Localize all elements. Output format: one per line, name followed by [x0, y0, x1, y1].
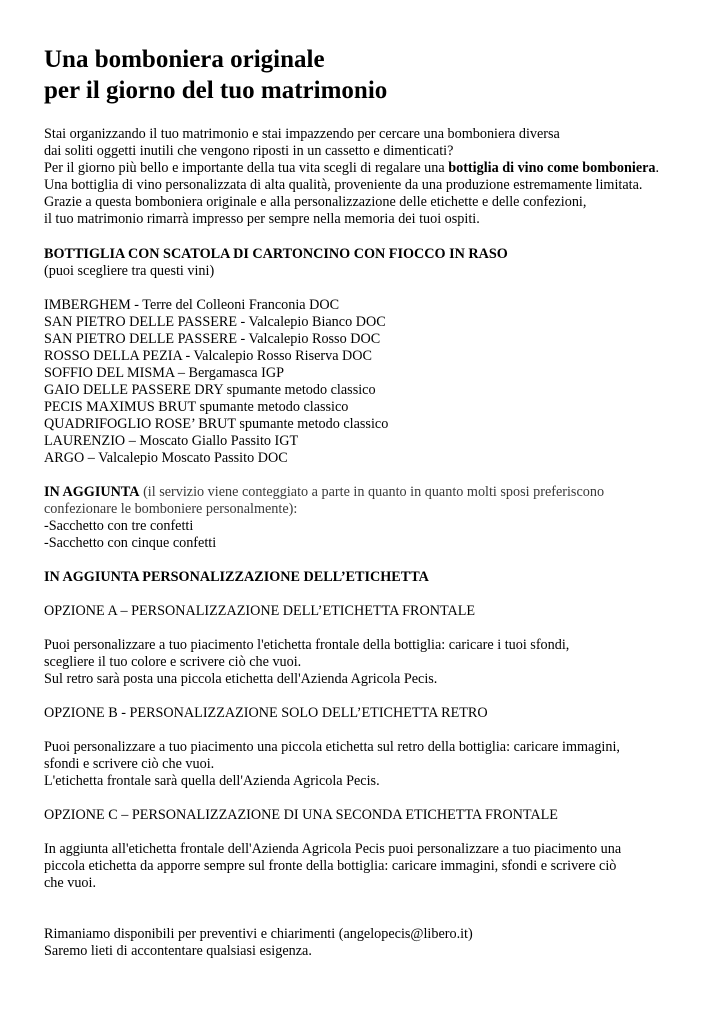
wine-item: ROSSO DELLA PEZIA - Valcalepio Rosso Riserva DOC	[44, 348, 373, 364]
intro-line-3	[44, 160, 704, 177]
closing-line-1: Rimaniamo disponibili per preventivi e chiarimenti (angelopecis@libero.it)	[44, 926, 473, 942]
option-a-body	[44, 637, 704, 688]
label-section	[44, 569, 704, 586]
page-title-line-1: Una bomboniera originale	[44, 46, 325, 73]
option-a-line-3: Sul retro sarà posta una piccola etichetta dell'Azienda Agricola Pecis.	[44, 671, 438, 687]
option-c	[44, 807, 704, 824]
intro-line-2: dai soliti oggetti inutili che vengono riposti in un cassetto e dimenticati?	[44, 143, 454, 159]
wine-item: IMBERGHEM - Terre del Colleoni Franconia DOC	[44, 297, 340, 313]
option-b-body	[44, 739, 704, 790]
closing-line-2: Saremo lieti di accontentare qualsiasi esigenza.	[44, 943, 312, 959]
wine-item: QUADRIFOGLIO ROSE’ BRUT spumante metodo classico	[44, 416, 389, 432]
intro-line-6: il tuo matrimonio rimarrà impresso per sempre nella memoria dei tuoi ospiti.	[44, 211, 480, 227]
wine-item: SOFFIO DEL MISMA – Bergamasca IGP	[44, 365, 285, 381]
document-page	[44, 44, 704, 960]
intro-line-3-post: .	[655, 160, 660, 176]
wine-item: GAIO DELLE PASSERE DRY spumante metodo classico	[44, 382, 376, 398]
wine-list	[44, 297, 704, 467]
intro-highlight: bottiglia di vino come bomboniera	[448, 160, 656, 176]
option-a-heading: OPZIONE A – PERSONALIZZAZIONE DELL’ETICHETTA FRONTALE	[44, 603, 476, 619]
addition-note-line-2: confezionare le bomboniere personalmente):	[44, 501, 298, 517]
label-section-heading: IN AGGIUNTA PERSONALIZZAZIONE DELL’ETICHETTA	[44, 569, 429, 585]
bottle-section	[44, 246, 704, 280]
option-c-heading: OPZIONE C – PERSONALIZZAZIONE DI UNA SECONDA ETICHETTA FRONTALE	[44, 807, 558, 823]
option-c-line-2: piccola etichetta da apporre sempre sul fronte della bottiglia: caricare immagini, sfondi e scrivere ciò	[44, 858, 617, 874]
wine-item: LAURENZIO – Moscato Giallo Passito IGT	[44, 433, 299, 449]
intro-line-3-pre: Per il giorno più bello e importante della tua vita scegli di regalare una	[44, 160, 449, 176]
addition-item: -Sacchetto con cinque confetti	[44, 535, 217, 551]
addition-section	[44, 484, 704, 552]
wine-item: SAN PIETRO DELLE PASSERE - Valcalepio Bianco DOC	[44, 314, 386, 330]
bottle-section-heading: BOTTIGLIA CON SCATOLA DI CARTONCINO CON FIOCCO IN RASO	[44, 246, 508, 262]
addition-label: IN AGGIUNTA	[44, 484, 140, 500]
wine-item: SAN PIETRO DELLE PASSERE - Valcalepio Rosso DOC	[44, 331, 381, 347]
addition-line-1	[44, 484, 704, 501]
option-b-line-3: L'etichetta frontale sarà quella dell'Azienda Agricola Pecis.	[44, 773, 380, 789]
option-b	[44, 705, 704, 722]
closing-paragraph	[44, 926, 704, 960]
option-c-line-3: che vuoi.	[44, 875, 97, 891]
bottle-section-subheading: (puoi scegliere tra questi vini)	[44, 263, 215, 279]
addition-note: (il servizio viene conteggiato a parte in quanto in quanto molti sposi preferiscono	[139, 484, 605, 500]
intro-paragraph	[44, 126, 704, 228]
page-title	[44, 44, 704, 106]
option-b-line-2: sfondi e scrivere ciò che vuoi.	[44, 756, 215, 772]
option-b-heading: OPZIONE B - PERSONALIZZAZIONE SOLO DELL’ETICHETTA RETRO	[44, 705, 488, 721]
wine-item: ARGO – Valcalepio Moscato Passito DOC	[44, 450, 288, 466]
option-a-line-2: scegliere il tuo colore e scrivere ciò che vuoi.	[44, 654, 302, 670]
page-title-line-2: per il giorno del tuo matrimonio	[44, 77, 388, 104]
addition-item: -Sacchetto con tre confetti	[44, 518, 194, 534]
option-c-body	[44, 841, 704, 892]
option-a-line-1: Puoi personalizzare a tuo piacimento l'etichetta frontale della bottiglia: caricare i tuoi sfondi,	[44, 637, 570, 653]
wine-item: PECIS MAXIMUS BRUT spumante metodo classico	[44, 399, 349, 415]
intro-line-4: Una bottiglia di vino personalizzata di alta qualità, proveniente da una produzione estremamente limitata.	[44, 177, 643, 193]
intro-line-1: Stai organizzando il tuo matrimonio e stai impazzendo per cercare una bomboniera diversa	[44, 126, 560, 142]
intro-line-5: Grazie a questa bomboniera originale e alla personalizzazione delle etichette e delle confezioni,	[44, 194, 587, 210]
option-b-line-1: Puoi personalizzare a tuo piacimento una piccola etichetta sul retro della bottiglia: caricare immagini,	[44, 739, 620, 755]
option-c-line-1: In aggiunta all'etichetta frontale dell'Azienda Agricola Pecis puoi personalizzare a tuo piacimento una	[44, 841, 622, 857]
option-a	[44, 603, 704, 620]
